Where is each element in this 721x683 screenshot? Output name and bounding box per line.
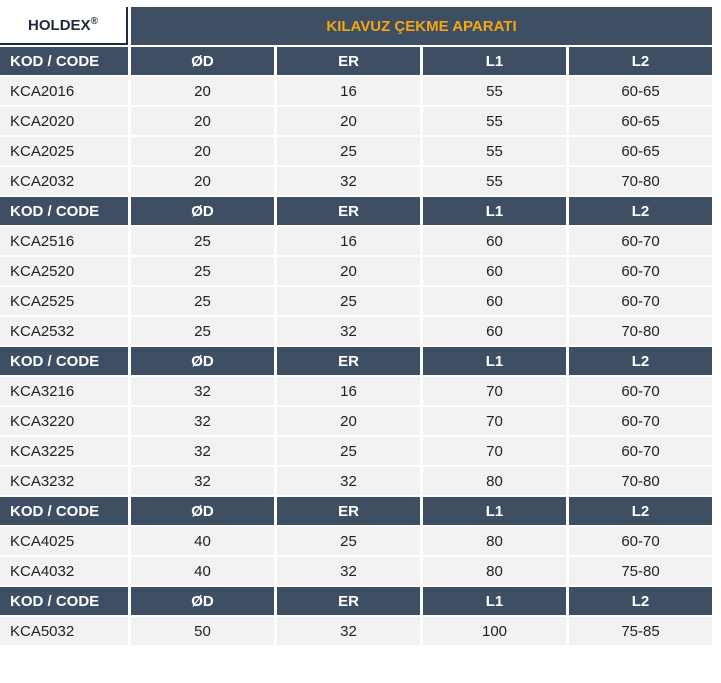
header-row [0, 47, 712, 75]
cell-l2: 60-70 [569, 257, 712, 285]
cell-code: KCA4032 [0, 557, 128, 585]
column-header-code: KOD / CODE [0, 497, 128, 525]
cell-diameter: 25 [131, 287, 274, 315]
column-header-er: ER [277, 347, 420, 375]
table-row [0, 407, 712, 435]
cell-code: KCA3220 [0, 407, 128, 435]
table-row [0, 137, 712, 165]
cell-diameter: 25 [131, 227, 274, 255]
cell-l1: 70 [423, 377, 566, 405]
column-header-l2: L2 [569, 587, 712, 615]
cell-er: 32 [277, 617, 420, 645]
cell-diameter: 25 [131, 317, 274, 345]
cell-code: KCA3232 [0, 467, 128, 495]
cell-l2: 60-65 [569, 77, 712, 105]
table-row [0, 167, 712, 195]
product-table [0, 5, 715, 647]
cell-l1: 55 [423, 77, 566, 105]
cell-l2: 60-70 [569, 437, 712, 465]
column-header-code: KOD / CODE [0, 197, 128, 225]
cell-l2: 75-85 [569, 617, 712, 645]
column-header-l2: L2 [569, 47, 712, 75]
cell-l1: 70 [423, 437, 566, 465]
column-header-er: ER [277, 497, 420, 525]
cell-code: KCA2532 [0, 317, 128, 345]
cell-l2: 70-80 [569, 467, 712, 495]
cell-er: 16 [277, 227, 420, 255]
cell-diameter: 20 [131, 167, 274, 195]
column-header-er: ER [277, 47, 420, 75]
cell-l1: 70 [423, 407, 566, 435]
header-row [0, 497, 712, 525]
table-row [0, 527, 712, 555]
cell-l1: 80 [423, 557, 566, 585]
column-header-diameter: ØD [131, 197, 274, 225]
table-row [0, 617, 712, 645]
column-header-diameter: ØD [131, 587, 274, 615]
cell-l1: 55 [423, 167, 566, 195]
cell-diameter: 32 [131, 467, 274, 495]
cell-er: 32 [277, 467, 420, 495]
column-header-code: KOD / CODE [0, 587, 128, 615]
cell-diameter: 40 [131, 527, 274, 555]
cell-er: 32 [277, 557, 420, 585]
cell-l1: 60 [423, 257, 566, 285]
cell-l2: 70-80 [569, 167, 712, 195]
cell-l1: 60 [423, 317, 566, 345]
cell-code: KCA2520 [0, 257, 128, 285]
column-header-diameter: ØD [131, 47, 274, 75]
cell-code: KCA2032 [0, 167, 128, 195]
cell-diameter: 32 [131, 437, 274, 465]
table-row [0, 227, 712, 255]
cell-er: 32 [277, 317, 420, 345]
cell-code: KCA2020 [0, 107, 128, 135]
cell-l1: 55 [423, 137, 566, 165]
cell-l1: 60 [423, 287, 566, 315]
cell-l2: 60-70 [569, 287, 712, 315]
cell-er: 20 [277, 257, 420, 285]
header-row [0, 197, 712, 225]
table-row [0, 437, 712, 465]
brand-logo [0, 7, 128, 45]
cell-er: 25 [277, 287, 420, 315]
brand-name: HOLDEX [28, 17, 91, 34]
cell-diameter: 32 [131, 407, 274, 435]
cell-er: 32 [277, 167, 420, 195]
column-header-l1: L1 [423, 197, 566, 225]
cell-code: KCA2016 [0, 77, 128, 105]
table-row [0, 77, 712, 105]
cell-l2: 70-80 [569, 317, 712, 345]
column-header-l1: L1 [423, 347, 566, 375]
column-header-l1: L1 [423, 587, 566, 615]
cell-l1: 100 [423, 617, 566, 645]
cell-diameter: 20 [131, 137, 274, 165]
cell-l1: 80 [423, 467, 566, 495]
cell-l1: 55 [423, 107, 566, 135]
column-header-code: KOD / CODE [0, 347, 128, 375]
column-header-code: KOD / CODE [0, 47, 128, 75]
cell-l1: 60 [423, 227, 566, 255]
column-header-l2: L2 [569, 497, 712, 525]
cell-code: KCA3216 [0, 377, 128, 405]
cell-l2: 60-70 [569, 377, 712, 405]
cell-diameter: 20 [131, 77, 274, 105]
cell-er: 16 [277, 77, 420, 105]
table-row [0, 287, 712, 315]
header-row [0, 587, 712, 615]
cell-code: KCA4025 [0, 527, 128, 555]
cell-code: KCA3225 [0, 437, 128, 465]
cell-diameter: 25 [131, 257, 274, 285]
cell-l2: 60-65 [569, 137, 712, 165]
cell-code: KCA2025 [0, 137, 128, 165]
cell-er: 25 [277, 137, 420, 165]
cell-l2: 60-70 [569, 227, 712, 255]
cell-l1: 80 [423, 527, 566, 555]
table-row [0, 557, 712, 585]
table-row [0, 467, 712, 495]
registered-mark: ® [90, 16, 98, 27]
table-row [0, 257, 712, 285]
column-header-diameter: ØD [131, 497, 274, 525]
column-header-l2: L2 [569, 197, 712, 225]
column-header-l1: L1 [423, 47, 566, 75]
cell-er: 25 [277, 437, 420, 465]
table-row [0, 377, 712, 405]
cell-er: 25 [277, 527, 420, 555]
cell-code: KCA2525 [0, 287, 128, 315]
cell-er: 16 [277, 377, 420, 405]
cell-diameter: 32 [131, 377, 274, 405]
cell-code: KCA5032 [0, 617, 128, 645]
cell-l2: 60-70 [569, 527, 712, 555]
cell-diameter: 40 [131, 557, 274, 585]
table-title: KILAVUZ ÇEKME APARATI [131, 7, 712, 45]
column-header-diameter: ØD [131, 347, 274, 375]
cell-er: 20 [277, 407, 420, 435]
column-header-er: ER [277, 197, 420, 225]
cell-code: KCA2516 [0, 227, 128, 255]
table-row [0, 107, 712, 135]
cell-er: 20 [277, 107, 420, 135]
cell-l2: 60-70 [569, 407, 712, 435]
header-row [0, 347, 712, 375]
column-header-l2: L2 [569, 347, 712, 375]
cell-l2: 75-80 [569, 557, 712, 585]
cell-l2: 60-65 [569, 107, 712, 135]
title-row [0, 7, 712, 45]
column-header-l1: L1 [423, 497, 566, 525]
column-header-er: ER [277, 587, 420, 615]
table-row [0, 317, 712, 345]
cell-diameter: 50 [131, 617, 274, 645]
cell-diameter: 20 [131, 107, 274, 135]
